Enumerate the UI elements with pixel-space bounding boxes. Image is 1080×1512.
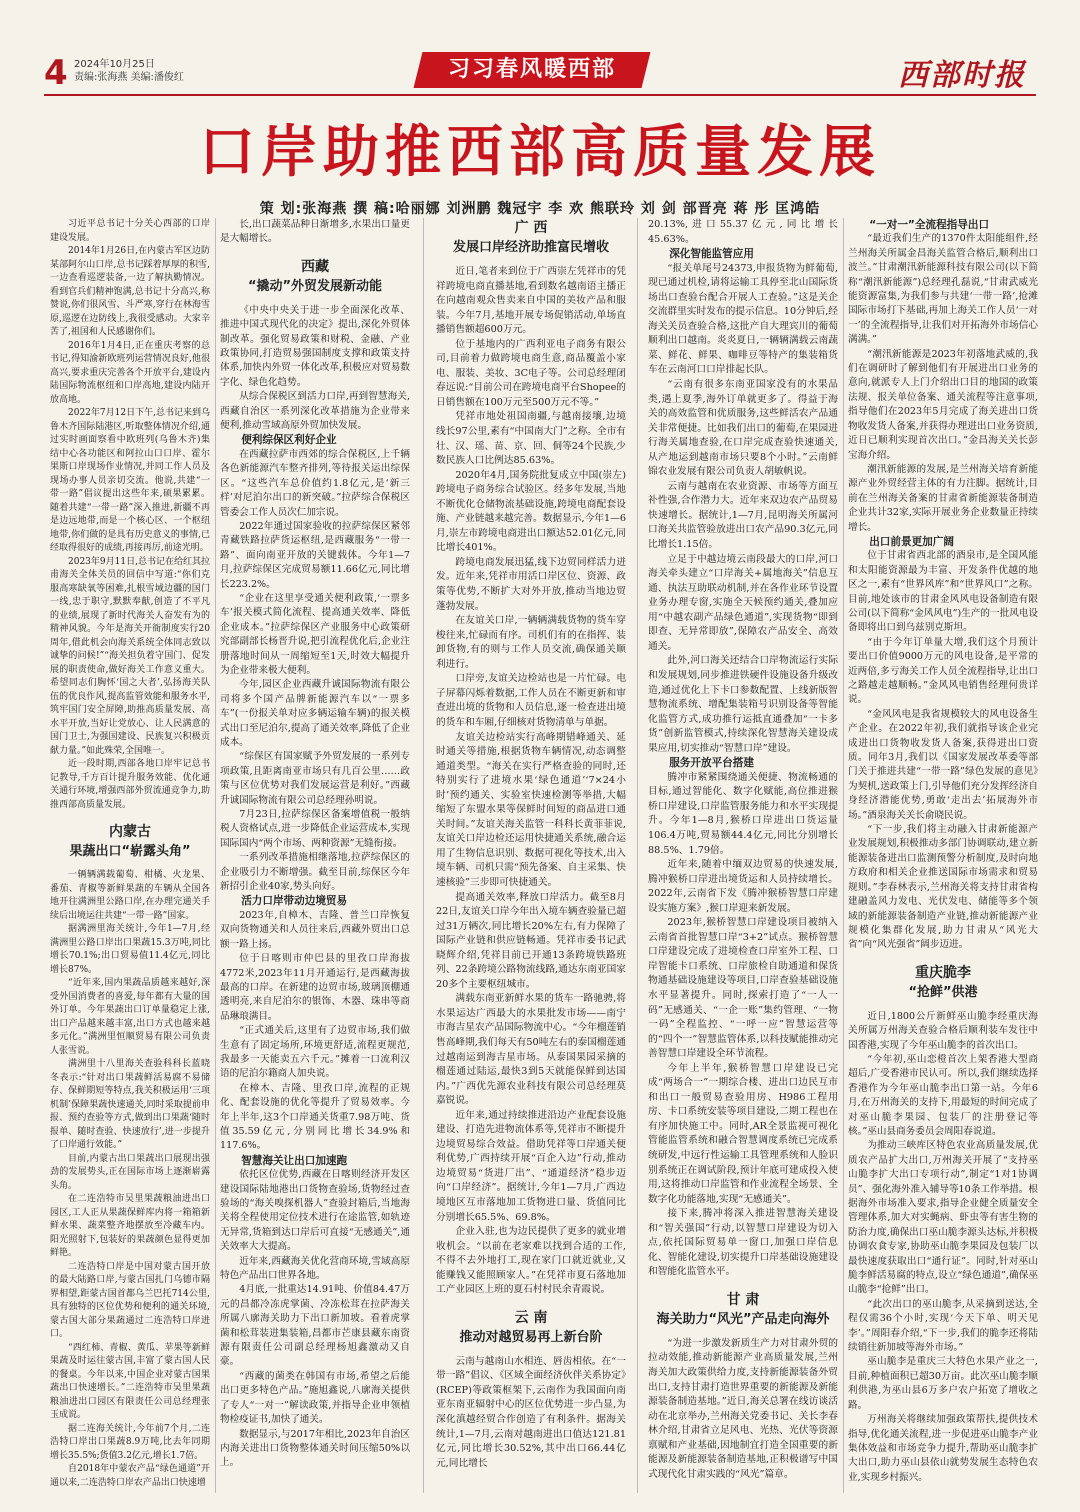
paragraph: 口岸旁,友谊关边检站也是一片忙碌。电子屏幕闪烁着数据,工作人员在不断更新和审查进出境的货物和人员信息,逐一检查进出境的货车和车厢,仔细核对货物清单与单据。 [436,673,626,728]
paragraph: “报关单尾号24373,申报货物为鲜葡萄,现已通过机检,请将运输工具停至北山国际货场出口查验台配合开展人工查验。”这是关企交流群里实时发布的提示信息。10分钟后,经海关关员查验合格,这批产自大理宾川的葡萄顺利出口越南。炎炎夏日,一辆辆满载云南蔬菜、鲜花、鲜果、咖啡豆等特产的集装箱货车在云南河口口岸排起长队。 [648,262,838,376]
column-banner: 习习春风暖西部 [447,57,616,82]
paragraph: 跨境电商发展迅猛,线下边贸同样活力迸发。近年来,凭祥市用活口岸区位、资源、政策等优势,不断扩大对外开放,推动当地边贸蓬勃发展。 [436,556,626,612]
paragraph: 近日,笔者来到位于广西崇左凭祥市的凭祥跨境电商直播基地,看到数名越南语主播正在向越南观众售卖来自中国的美妆产品和服装。今年7月,基地开展专场促销活动,单场直播销售额超600万元。 [436,266,626,336]
paragraph: “潮汛新能源是2023年初落地武威的,我们在调研时了解到他们有开展进出口业务的意向,就派专人上门介绍出口目的地国的政策法规、报关单位备案、通关流程等注意事项,指导他们在2023年5月完成了海关进出口货物收发货人备案,并获得办理进出口业务资质,近日已顺利实现首次出口。”金昌海关关长彭宝海介绍。 [848,348,1038,461]
header-info [74,58,184,84]
paragraph: 满洲里十八里海关查验科科长蓝晓冬表示:“针对出口果蔬鲜活易腐不易储存、保鲜期短等特点,我关积极运用‘三项机制’保障果蔬快速通关,同时采取提前申报、预约查验等方式,做到出口果蔬‘随时报单、随时查验、快速放行’,进一步提升了口岸通行效能。” [50,1059,210,1150]
paragraph: 2023年9月11日,总书记在给红其拉甫海关全体关员的回信中写道:“你们克服高寒缺氧等困难,扎根雪域边疆的国门一线,忠于职守,默默奉献,创造了不平凡的业绩,展现了新时代海关人奋发有为的精神风貌。今年是海关开衙制度实行20周年,借此机会向海关系统全体同志致以诚挚的问候!”“海关担负着守国门、促发展的职责使命,做好海关工作意义重大。希望同志们胸怀‘国之大者’,弘扬海关队伍的优良作风,提高监管效能和服务水平,筑牢国门安全屏障,助推高质量发展、高水平开放,当好让党放心、让人民满意的国门卫士,为强国建设、民族复兴积极贡献力量。”如此殊荣,全国唯一。 [50,556,210,756]
paragraph: 2022年7月12日下午,总书记来到乌鲁木齐国际陆港区,听取整体情况介绍,通过实时画面察看中欧班列(乌鲁木齐)集结中心各功能区和阿拉山口口岸、霍尔果斯口岸现场作业情况,并同工作人员及现场办事人员亲切交流。他说,共建“一带一路”倡议提出这些年来,硕果累累。随着共建“一带一路”深入推进,新疆不再是边远地带,而是一个核心区、一个枢纽地带,你们做的是具有历史意义的事情,已经取得很好的成绩,再接再厉,前途光明。 [50,408,210,553]
subheading: 出口前景更加广阔 [869,535,954,548]
paragraph: 近年来,通过持续推进沿边产业配套设施建设、打造先进物流体系等,凭祥市不断提升边境贸易综合效益。借助凭祥等口岸通关便利优势,广西持续开展“百企入边”行动,推动边境贸易“货进厂出”、“通道经济”稳步迈向“口岸经济”。据统计,今年1—7月,广西边境地区互市落地加工货物进口量、货值同比分别增长65.5%、69.8%。 [436,1109,626,1223]
paragraph: 近年来,西藏海关优化营商环境,雪域高原特色产品出口世界各地。 [220,1255,410,1282]
paragraph: “由于今年订单量大增,我们这个月预计要出口价值9000万元的风电设备,是平常的近两倍,多亏海关工作人员全流程指导,让出口之路越走越顺畅。”金风风电销售经理何贵详说。 [848,636,1038,706]
column-divider [637,218,638,1493]
page-number: 4 [44,53,68,93]
paragraph: 目前,内蒙古出口果蔬出口展现出强劲的发展势头,正在国际市场上逐渐崭露头角。 [50,1153,210,1191]
paragraph: 据二连海关统计,今年前7个月,二连浩特口岸出口果蔬8.9万吨,比去年同期增长35.5%;货值3.2亿元,增长1.7倍。 [50,1423,210,1461]
paragraph: 潮汛新能源的发展,是兰州海关培育新能源产业外贸经营主体的有力注脚。据统计,目前在兰州海关备案的甘肃省新能源装备制造企业共计32家,实际开展业务企业数量正持续增长。 [848,463,1038,533]
paragraph: “西藏的菌类在韩国有市场,希望之后能出口更多特色产品。”施旭鑫说,八廓海关提供了专人“一对一”解读政策,并指导企业申领植物检疫证书,加快了通关。 [220,1370,410,1426]
paragraph: 2020年4月,国务院批复成立中国(崇左)跨境电子商务综合试验区。经多年发展,当地不断优化仓储物流基础设施,跨境电商配套设施、产业链越来越完善。数据显示,今年1—6月,崇左市跨境电商进出口额达52.01亿元,同比增长401%。 [436,469,626,554]
paragraph: 在友谊关口岸,一辆辆满载货物的货车穿梭往来,忙碌而有序。司机们有的在指挥、装卸货物,有的则与工作人员交流,确保通关顺利进行。 [436,615,626,670]
paragraph: 一系列改革措施相继落地,拉萨综保区的企业吸引力不断增强。截至目前,综保区今年新招引企业40家,势头向好。 [220,852,410,893]
paragraph: 提高通关效率,释放口岸活力。截至8月22日,友谊关口岸今年出入境车辆查验量已超过31万辆次,同比增长20%左右,有力保障了国际产业链和供应链畅通。凭祥市委书记武晓辉介绍,凭祥目前已开通13条跨境铁路班列、22条跨境公路物流线路,通达东南亚国家20多个主要枢纽城市。 [436,891,626,990]
article-column-2 [220,218,410,1493]
paragraph: 云南与越南在农业资源、市场等方面互补性强,合作潜力大。近年来双边农产品贸易快速增长。据统计,1—7月,昆明海关所属河口海关共监管验放进出口农产品90.3亿元,同比增长1.15倍。 [648,480,838,551]
paragraph: 位于日喀则市仲巴县的里孜口岸海拔4772米,2023年11月开通运行,是西藏海拔最高的口岸。在新建的边贸市场,玻璃顶棚通透明亮,来自尼泊尔的银饰、木器、珠串等商品琳琅满目。 [220,953,410,1022]
section-region-tibet: 西藏 [301,258,329,275]
paragraph: 2014年1月26日,在内蒙古军区边防某部阿尔山口岸,总书记踩着厚厚的积雪,一边查看巡逻装备,一边了解执勤情况。看到官兵们精神饱满,总书记十分高兴,称赞说,你们很风雪、斗严寒,穿行在林海雪原,巡逻在边防线上,我很受感动。大家辛苦了,祖国和人民感谢你们。 [50,246,210,337]
column-divider [843,218,844,1493]
article-column-4 [648,218,838,1493]
paragraph: “云南有很多东南亚国家没有的水果品类,遇上夏季,海外订单就更多了。得益于海关的高效监管和优质服务,这些鲜活农产品通关非常便捷。比如我们出口的葡萄,在果园进行海关属地查验,在口岸完成查验快速通关,从产地运到越南市场只要8个小时。”云南鲜锦农业发展有限公司负责人胡敏帆说。 [648,379,838,478]
paragraph: “企业在这里享受通关便利政策,‘一票多车’报关模式简化流程、提高通关效率、降低企业成本。”拉萨综保区产业服务中心政策研究部副部长杨晋升说,把引流程优化后,企业注册落地时间从一周缩短至1天,时效大幅提升为企业带来极大便利。 [220,592,410,676]
paragraph: “今年初,巫山恋橙首次上架香港大型商超后,广受香港市民认可。所以,我们继续选择香港作为今年巫山脆李出口第一站。今年6月,在万州海关的支持下,用最短的时间完成了对巫山脆李果园、包装厂的注册登记等核。”巫山县商务委员会周阳春说道。 [848,1053,1038,1137]
paragraph: 数据显示,与2017年相比,2023年自治区内海关进出口货物整体通关时间压缩50%以上。 [220,1428,410,1469]
paragraph: “此次出口的巫山脆李,从采摘到送达,全程仅需36个小时,实现‘今天下单、明天见李’。”周阳春介绍,“下一步,我们的脆李还将陆续销往新加坡等海外市场。” [848,1298,1038,1354]
paragraph: 《中央中央关于进一步全面深化改革、推进中国式现代化的决定》提出,深化外贸体制改革。强化贸易政策和财税、金融、产业政策协同,打造贸易强国制度支撑和政策支持体系,加快内外贸一体化改革,积极应对贸易数字化、绿色化趋势。 [220,304,410,388]
paragraph: 腾冲市紧紧围绕通关便捷、物流畅通的目标,通过智能化、数字化赋能,高位推进猴桥口岸建设,口岸监管服务能力和水平实现提升。今年1—8月,猴桥口岸进出口货运量106.4万吨,贸易额44.4亿元,同比分别增长88.5%、1.79倍。 [648,771,838,856]
section-title-yunnan: 推动对越贸易再上新台阶 [459,1329,603,1345]
header-rule [44,94,1036,96]
subheading: 服务开放平台搭建 [669,757,754,770]
paragraph: 位于甘肃省西北部的酒泉市,是全国风能和太阳能资源最为丰富、开发条件优越的地区之一,素有“世界风库”和“世界风口”之称。目前,地处该市的甘肃金风风电设备制造有限公司(以下简称“金风风电”)生产的一批风电设备即将出口到乌兹别克斯坦。 [848,550,1038,634]
paragraph: 2023年,自樟木、吉隆、普兰口岸恢复双向货物通关和人员往来后,西藏外贸出口总额一路上扬。 [220,909,410,950]
subheading: 便利综保区利好企业 [241,434,337,447]
paragraph: 此外,河口海关还结合口岸物流运行实际和发展规划,同步推进铁硬件设施设备升级改造,通过优化上下卡口参数配置、上线新版智慧物流系统、增配集装箱号识别设备等智能化监管方式,成功推行运抵直通叠加“一卡多货”创新监管模式,持续深化智慧海关建设成果应用,切实推动“智慧口岸”建设。 [648,655,838,754]
paragraph: 近日,1800公斤新鲜巫山脆李经重庆海关所属万州海关查验合格后顺利装车发往中国香港,实现了今年巫山脆李的首次出口。 [848,1010,1038,1051]
paragraph: 近年来,随着中缅双边贸易的快速发展,腾冲猴桥口岸进出境货运和人员持续增长。2022年,云南省下发《腾冲猴桥智慧口岸建设实施方案》,猴口岸迎来新发展。 [648,859,838,914]
section-title-guangxi: 发展口岸经济助推富民增收 [452,240,609,255]
paragraph: “下一步,我们将主动融入甘肃新能源产业发展规划,积极推动多部门协调联动,建立新能源装备进出口监测预警分析制度,及时向地方政府和相关企业推送国际市场需求和贸易规则。”李春林表示,兰州海关将支持甘肃省构建融盖风力发电、光伏发电、储能等多个领域的新能源装备制造产业链,推动新能源产业规模化集群化发展,助力甘肃从“风光大省”向“风光强省”阔步迈进。 [848,824,1038,951]
paragraph: 一辆辆满载葡萄、柑橘、火龙果、番茄、青椒等新鲜果蔬的车辆从全国各地开往满洲里公路口岸,在办理完通关手续后出境运往共建“一带一路”国家。 [50,870,210,921]
issue-date: 2024年10月25日 [74,59,155,70]
byline-credits: 策 划:张海燕 撰 稿:哈丽娜 刘洲鹏 魏冠宇 李 欢 熊联玲 刘 剑 部晋亮 蒋 彤 匡鸿皓 [259,201,821,217]
subheading: 智慧海关让出口加速跑 [241,1154,348,1167]
section-region-gansu: 甘 肃 [726,1291,760,1308]
paragraph: “近年来,国内果蔬品质越来越好,深受外国消费者的喜爱,每年都有大量的国外订单。今年果蔬出口订单量稳定上涨,出口产品越来越丰富,出口方式也越来越多元化。”满洲里恒顺贸易有限公司负责人张雪说。 [50,978,210,1056]
paragraph: 据满洲里海关统计,今年1—7月,经满洲里公路口岸出口果蔬15.3万吨,同比增长70.1%;出口贸易值11.4亿元,同比增长87%。 [50,924,210,975]
section-title-chongqing: “抢鲜”供港 [908,984,978,1000]
paragraph: 近一段时期,西部各地口岸牢记总书记教导,千方百计提升服务效能、优化通关通行环境,增强西部外贸流通竞争力,助推西部高质量发展。 [50,759,210,810]
section-title-tibet: “撬动”外贸发展新动能 [247,278,383,294]
editor-credits: 责编:张海燕 美编:潘俊红 [74,72,184,83]
column-divider [423,218,424,1493]
article-column-5 [848,218,1038,1493]
paragraph: “最近我们生产的1370件太阳能组件,经兰州海关所属金昌海关监管合格后,顺利出口波兰。”甘肃潮汛新能源科技有限公司(以下简称“潮汛新能源”)总经理孔磊说,“甘肃武威光能资源富集,为我们参与共建‘一带一路’,抢滩国际市场打下基础,再加上海关工作人员‘一对一’的全流程指导,让我们对开拓海外市场信心满满。” [848,233,1038,346]
paragraph: 2022年通过国家验收的拉萨综保区紧邻青藏铁路拉萨货运枢纽,是西藏服务“一带一路”、面向南亚开放的关键载体。今年1—7月,拉萨综保区完成贸易额11.66亿元,同比增长223.2%。 [220,520,410,590]
paragraph: “西红柿、青椒、黄瓜、苹果等新鲜果蔬及时运往蒙古国,丰富了蒙古国人民的餐桌。今年以来,中国企业对蒙古国果蔬出口快速增长。”二连浩特市吴里果蔬粮油进出口园区有限责任公司总经理张玉成说。 [50,1342,210,1420]
paragraph: 在二连浩特市吴里果蔬粮油进出口园区,工人正从果蔬保鲜库内将一箱箱新鲜水果、蔬菜整齐地摆放至冷藏车内。阳光照射下,包装好的果蔬颜色显得更加鲜艳。 [50,1194,210,1258]
paragraph: “金风风电是我省规模较大的风电设备生产企业。在2022年初,我们就指导该企业完成进出口货物收发货人备案,获得进出口资质。同年3月,我们以《国家发展改革委等部门关于推进共建“一带一路”绿色发展的意见》为契机,送政策上门,引导他们充分发挥经济自身经济潜能优势,勇敢‘走出去’拓展海外市场。”酒泉海关关长俞晓民说。 [848,708,1038,821]
paragraph: 自2018年中蒙农产品“绿色通道”开通以来,二连浩特口岸农产品出口快速增 [50,1464,210,1488]
paragraph: 在西藏拉萨市西郊的综合保税区,上千辆各色新能源汽车整齐排列,等待报关运出综保区。“这些汽车总价值约1.8亿元,是‘新三样’对尼泊尔出口的新突破。”拉萨综合保税区管委会工作人员次仁加宗说。 [220,448,410,518]
paragraph: 今年上半年,猴桥智慧口岸建设已完成“两场合一”一期综合楼、进出口边民互市和出口一般贸易查验用房、H986工程用房、卡口系统安装等项目建设,二期工程也在有序加快施工中。同时,AR全景监视可视化管能监管系统和融合智慧调度系统已完成系统研发,中远行性运输工具管理系统和人脸识别系统正在调试阶段,预计年底可建成投入使用,这将推动口岸监管和作业流程全场景、全数字化功能落地,实现“无感通关”。 [648,1062,838,1205]
paragraph: 企业入驻,也为边民提供了更多的就业增收机会。“以前在老家难以找到合适的工作,不得不去外地打工,现在家门口就近就业,又能赚钱又能照顾家人。”在凭祥市夏石落地加工产业园区上班的夏石村村民余青霞说。 [436,1226,626,1296]
paragraph: 位于基地内的广西利亚电子商务有限公司,目前着力做跨境电商生意,商品覆盖小家电、服装、美妆、3C电子等。公司总经理闭春远说:“目前公司在跨境电商平台Shopee的日销售额在100万元至500万元不等。” [436,338,626,408]
paragraph: 依托区位优势,西藏在日喀则经济开发区建设国际陆地港出口货物查验场,货物经过查验场的“海关嗅探机器人”查验封箱后,当地海关将全程使用定位技术进行在途监管,如轨迹无异常,货箱到达口岸后可直接“无感通关”,通关效率大大提高。 [220,1169,410,1253]
section-title-innermongolia: 果蔬出口“崭露头角” [69,844,191,859]
paragraph: 友谊关边检站实行高峰期错峰通关、延时通关等措施,根据货物车辆情况,动态调整通道类型。“海关在实行严格查验的同时,还特别实行了进境水果‘绿色通道’‘7×24小时’预约通关、实验室快速检测等举措,大幅缩短了东盟水果等保鲜时间短的商品进口通关时间。”友谊关海关监管一科科长黄菲菲说,友谊关口岸边检还运用快捷通关系统,融合运用了生物信息识别、数据可视化等技术,出入境车辆、司机只需“预先备案、自主采集、快速核验”三步即可快捷通关。 [436,731,626,888]
paragraph: 为推动三峡库区特色农业高质量发展,优质农产品扩大出口,万州海关开展了“支持巫山脆李扩大出口专项行动”,制定“1对1协调员”、强化海外准入辅导等10条工作举措。根据海外市场准入要求,指导企业健全质量安全管理体系,加大对实蝇病、虾虫等有害生物的防治力度,确保出口巫山脆李源头达标,并积极协调农食专家,协助巫山脆李果园及包装厂以最快速度获取出口“通行证”。同时,针对巫山脆李鲜活易腐的特点,设立“绿色通道”,确保巫山脆李“抢鲜”出口。 [848,1140,1038,1296]
paragraph: 7月23日,拉萨综保区备案增值税一般纳税人资格试点,进一步降低企业运营成本,实现国际国内“两个市场、两种资源”无缝衔接。 [220,809,410,849]
paragraph: 凭祥市地处祖国南疆,与越南接壤,边境线长97公里,素有“中国南大门”之称。全市有壮、汉、瑶、苗、京、回、侗等24个民族,少数民族人口比例达85.63%。 [436,411,626,467]
paragraph: 从综合保税区到活力口岸,再到智慧海关,西藏自治区一系列深化改革措施为企业带来便利,推动雪域高原外贸加快发展。 [220,391,410,432]
section-region-yunnan: 云 南 [514,1309,548,1326]
paragraph: 长,出口蔬菜品种日渐增多,水果出口量更是大幅增长。 [220,219,410,245]
paragraph: “为进一步激发新质生产力对甘肃外贸的拉动效能,推动新能源产业高质量发展,兰州海关加大政策供给力度,支持新能源装备外贸出口,支持甘肃打造世界重要的新能源及新能源装备制造基地。”近日,海关总署在线访谈活动在北京举办,兰州海关党委书记、关长李春林介绍,甘肃省立足风电、光热、光伏等资源禀赋和产业基础,因地制宜打造全国重要的新能源及新能源装备制造基地,正积极谱写中国式现代化甘肃实践的“风光”篇章。 [648,1337,838,1480]
page-headline: 口岸助推西部高质量发展 [199,120,881,185]
paragraph: “正式通关后,这里有了边贸市场,我们做生意有了固定场所,环境更舒适,流程更规范,我最多一天能卖五六千元。”摊着一口流利汉语的尼泊尔籍商人加央说。 [220,1025,410,1080]
paragraph: 满载东南亚新鲜水果的货车一路驰骋,将水果运达广西最大的水果批发市场——南宁市海吉星农产品国际物流中心。“今年榴莲销售高峰期,我们每天有50吨左右的泰国榴莲通过越南运到海吉星市场。从泰国果园采摘的榴莲通过陆运,最快3到5天就能保鲜到达国内。”广西优先源农业科技有限公司总经理莫嘉锐说。 [436,993,626,1107]
paragraph: “综保区有国家赋予外贸发展的一系列专项政策,且距离南亚市场只有几百公里……政策与区位优势对我们发展运营是利好。”西藏升诚国际物流有限公司总经理孙明说。 [220,751,410,806]
paragraph: 云南与越南山水相连、唇齿相依。在“一带一路”倡议、《区域全面经济伙伴关系协定》(RCEP)等政策框架下,云南作为我国面向南亚东南亚辐射中心的区位优势进一步凸显,为深化滇越经贸合作创造了有利条件。据海关统计,1—7月,云南对越南进出口值达121.81亿元,同比增长30.52%,其中出口66.44亿元,同比增长 [436,1355,626,1469]
paragraph: 立足于中越边境云南段最大的口岸,河口海关牵头建立“口岸海关+属地海关”信息互通、执法互助联动机制,并在各作业环节设置业务办理专窗,实施全天候预约通关,叠加应用“中越农副产品绿色通道”,实现货物“即到即查、无异常即放”,保障农产品安全、高效通关。 [648,553,838,652]
paragraph: 万州海关将继续加强政策帮扶,提供技术指导,优化通关流程,进一步促进巫山脆李产业集体效益和市场竞争力提升,帮助巫山脆李扩大出口,助力巫山县依山就势发展生态特色农业,实现乡村振兴。 [848,1414,1038,1483]
article-column-3 [436,218,626,1493]
paragraph: 20.13%,进口55.37亿元,同比增长45.63%。 [648,219,838,245]
subheading: 深化智能监管应用 [669,248,754,261]
paragraph: 二连浩特口岸是中国对蒙古国开放的最大陆路口岸,与蒙古国扎门乌德市隔界相望,距蒙古国首都乌兰巴托714公里,具有独特的区位优势和便利的通关环境,蒙古国大部分果蔬通过二连浩特口岸进口。 [50,1261,210,1339]
newspaper-masthead: 西部时报 [898,58,1026,93]
paragraph: 接下来,腾冲将深入推进智慧海关建设和“智关强国”行动,以智慧口岸建设为切入点,依托国际贸易单一窗口,加强口岸信息化、智能化建设,切实提升口岸基础设施建设和智能化监管水平。 [648,1208,838,1278]
section-title-gansu: 海关助力“风光”产品走向海外 [656,1311,830,1327]
column-divider [215,218,216,1493]
paragraph: 4月底,一批重达14.91吨、价值84.47万元的昌都冷冻虎掌菌、冷冻松茸在拉萨海关所属八廓海关助力下出口新加坡。看着虎掌菌和松茸装进集装箱,昌都市芒康县藏东南资源有限责任公司副总经理杨旭鑫激动又自豪。 [220,1284,410,1368]
section-region-chongqing: 重庆脆李 [915,964,971,981]
paragraph: 巫山脆李是重庆三大特色水果产业之一,目前,种植面积已超30万亩。此次巫山脆李顺利供港,为巫山县6万多户农户拓宽了增收之路。 [848,1356,1038,1411]
paragraph: 2023年,猴桥智慧口岸建设项目被纳入云南省首批智慧口岸“3+2”试点。猴桥智慧口岸建设完成了进境检查口岸室外工程、口岸智能卡口系统、口岸旅检自助通道和保货物通基础设施建设等项目,口岸查验基础设施水平显著提升。同时,探索打造了“一人一码”无感通关、“一企一账”集约管理、“一物一码”全程监控、“一呼一应”智慧运营等的“四个一”智慧监管体系,以科技赋能推动完善智慧口岸建设全环节流程。 [648,917,838,1060]
paragraph: 在樟木、吉隆、里孜口岸,流程的正规化、配套设施的优化等提升了贸易效率。今年上半年,这3个口岸通关货重7.98万吨、货值35.59亿元,分别同比增长34.9%和117.6%。 [220,1082,410,1152]
section-region-innermongolia: 内蒙古 [109,824,151,840]
subheading: “一对一”全流程指导出口 [869,219,990,231]
paragraph: 习近平总书记十分关心西部的口岸建设发展。 [50,219,210,243]
subheading: 活力口岸带动边境贸易 [241,895,348,908]
paragraph: 今年,园区企业西藏升诚国际物流有限公司将多个国产品牌新能源汽车以“一票多车”(一份报关单对应多辆运输车辆)的报关模式出口至尼泊尔,提高了通关效率,降低了企业成本。 [220,679,410,748]
section-region-guangxi: 广 西 [514,220,548,236]
article-column-1 [50,218,210,1493]
paragraph: 2016年1月4日,正在重庆考察的总书记,得知渝新欧班列运营情况良好,他很高兴,要求重庆完善各个开放平台,建设内陆国际物流枢纽和口岸高地,建设内陆开放高地。 [50,340,210,405]
